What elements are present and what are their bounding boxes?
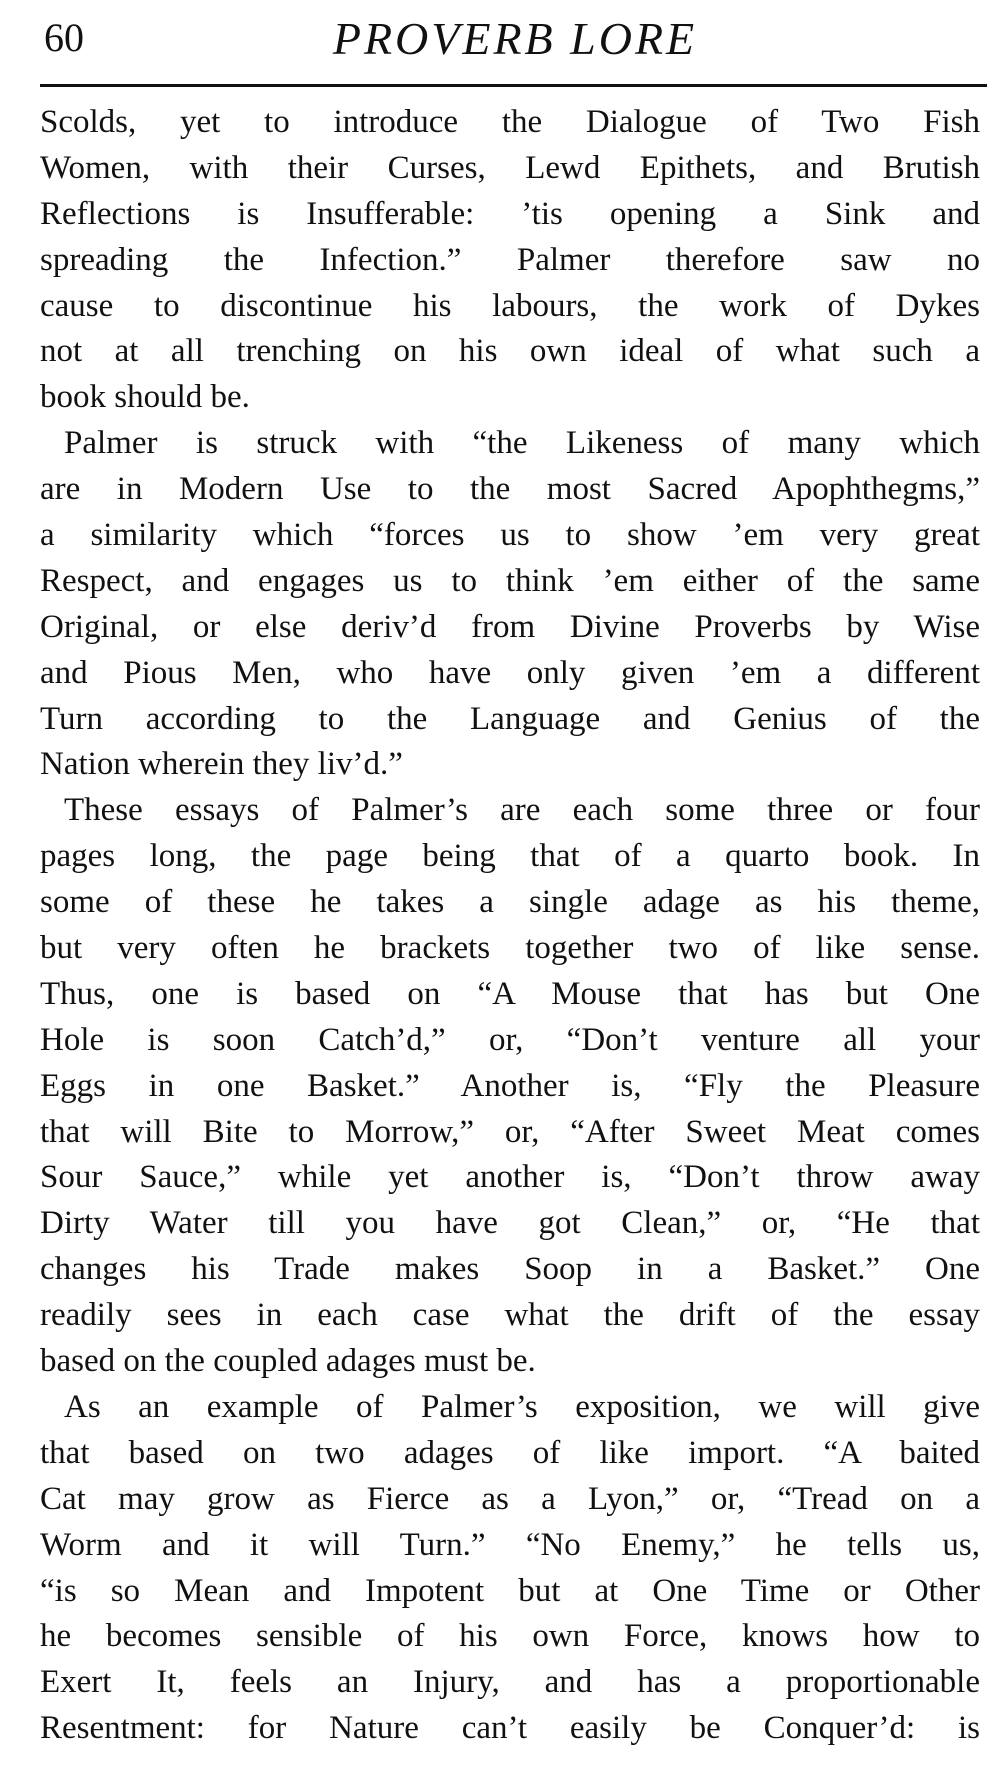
body-text xyxy=(40,100,980,1752)
text-line: based on the coupled adages must be. xyxy=(40,1343,536,1380)
text-line: Eggs in one Basket.” Another is, “Fly the Pleasure xyxy=(40,1067,980,1104)
text-line: are in Modern Use to the most Sacred Apophthegms,” xyxy=(40,471,980,508)
paragraph xyxy=(40,421,980,788)
text-line: but very often he brackets together two of like sense. xyxy=(40,930,980,967)
text-line: As an example of Palmer’s exposition, we will give xyxy=(64,1388,980,1425)
text-line: Nation wherein they liv’d.” xyxy=(40,746,403,783)
paragraph xyxy=(40,100,980,421)
text-line: Worm and it will Turn.” “No Enemy,” he tells us, xyxy=(40,1526,980,1563)
text-line: Respect, and engages us to think ’em either of the same xyxy=(40,562,980,599)
text-line: that based on two adages of like import. “A baited xyxy=(40,1434,980,1471)
running-title: PROVERB LORE xyxy=(332,13,698,64)
text-line: Hole is soon Catch’d,” or, “Don’t venture all your xyxy=(40,1021,980,1058)
text-line: changes his Trade makes Soop in a Basket.” One xyxy=(40,1251,980,1288)
text-line: Women, with their Curses, Lewd Epithets, and Brutish xyxy=(40,149,980,186)
text-line: Turn according to the Language and Genius of the xyxy=(40,700,980,737)
text-line: readily sees in each case what the drift of the essay xyxy=(40,1297,980,1334)
text-line: Reflections is Insufferable: ’tis opening a Sink and xyxy=(40,195,980,232)
header-rule xyxy=(40,84,987,87)
text-line: Palmer is struck with “the Likeness of many which xyxy=(64,425,980,462)
text-line: Scolds, yet to introduce the Dialogue of Two Fish xyxy=(40,104,980,140)
text-line: a similarity which “forces us to show ’em very great xyxy=(40,517,980,554)
text-line: These essays of Palmer’s are each some three or four xyxy=(64,792,980,829)
text-line: not at all trenching on his own ideal of what such a xyxy=(40,333,980,370)
text-line: Thus, one is based on “A Mouse that has but One xyxy=(40,975,980,1012)
page-number: 60 xyxy=(44,15,84,60)
text-line: Sour Sauce,” while yet another is, “Don’t throw away xyxy=(40,1159,980,1196)
text-line: cause to discontinue his labours, the work of Dykes xyxy=(40,287,980,324)
text-line: some of these he takes a single adage as his theme, xyxy=(40,884,980,921)
text-line: spreading the Infection.” Palmer therefore saw no xyxy=(40,241,980,278)
text-line: Exert It, feels an Injury, and has a proportionable xyxy=(40,1664,980,1701)
paragraph xyxy=(40,788,980,1385)
text-line: Resentment: for Nature can’t easily be Conquer’d: is xyxy=(40,1710,980,1747)
text-line: pages long, the page being that of a quarto book. In xyxy=(40,838,980,875)
text-line: that will Bite to Morrow,” or, “After Sweet Meat comes xyxy=(40,1113,980,1150)
text-line: Dirty Water till you have got Clean,” or, “He that xyxy=(40,1205,980,1242)
paragraph xyxy=(40,1385,980,1752)
text-line: he becomes sensible of his own Force, knows how to xyxy=(40,1618,980,1655)
text-line: Cat may grow as Fierce as a Lyon,” or, “Tread on a xyxy=(40,1480,980,1517)
text-line: “is so Mean and Impotent but at One Time or Other xyxy=(40,1572,980,1609)
text-line: Original, or else deriv’d from Divine Proverbs by Wise xyxy=(40,608,980,645)
text-line: and Pious Men, who have only given ’em a different xyxy=(40,654,980,691)
text-line: book should be. xyxy=(40,379,250,416)
